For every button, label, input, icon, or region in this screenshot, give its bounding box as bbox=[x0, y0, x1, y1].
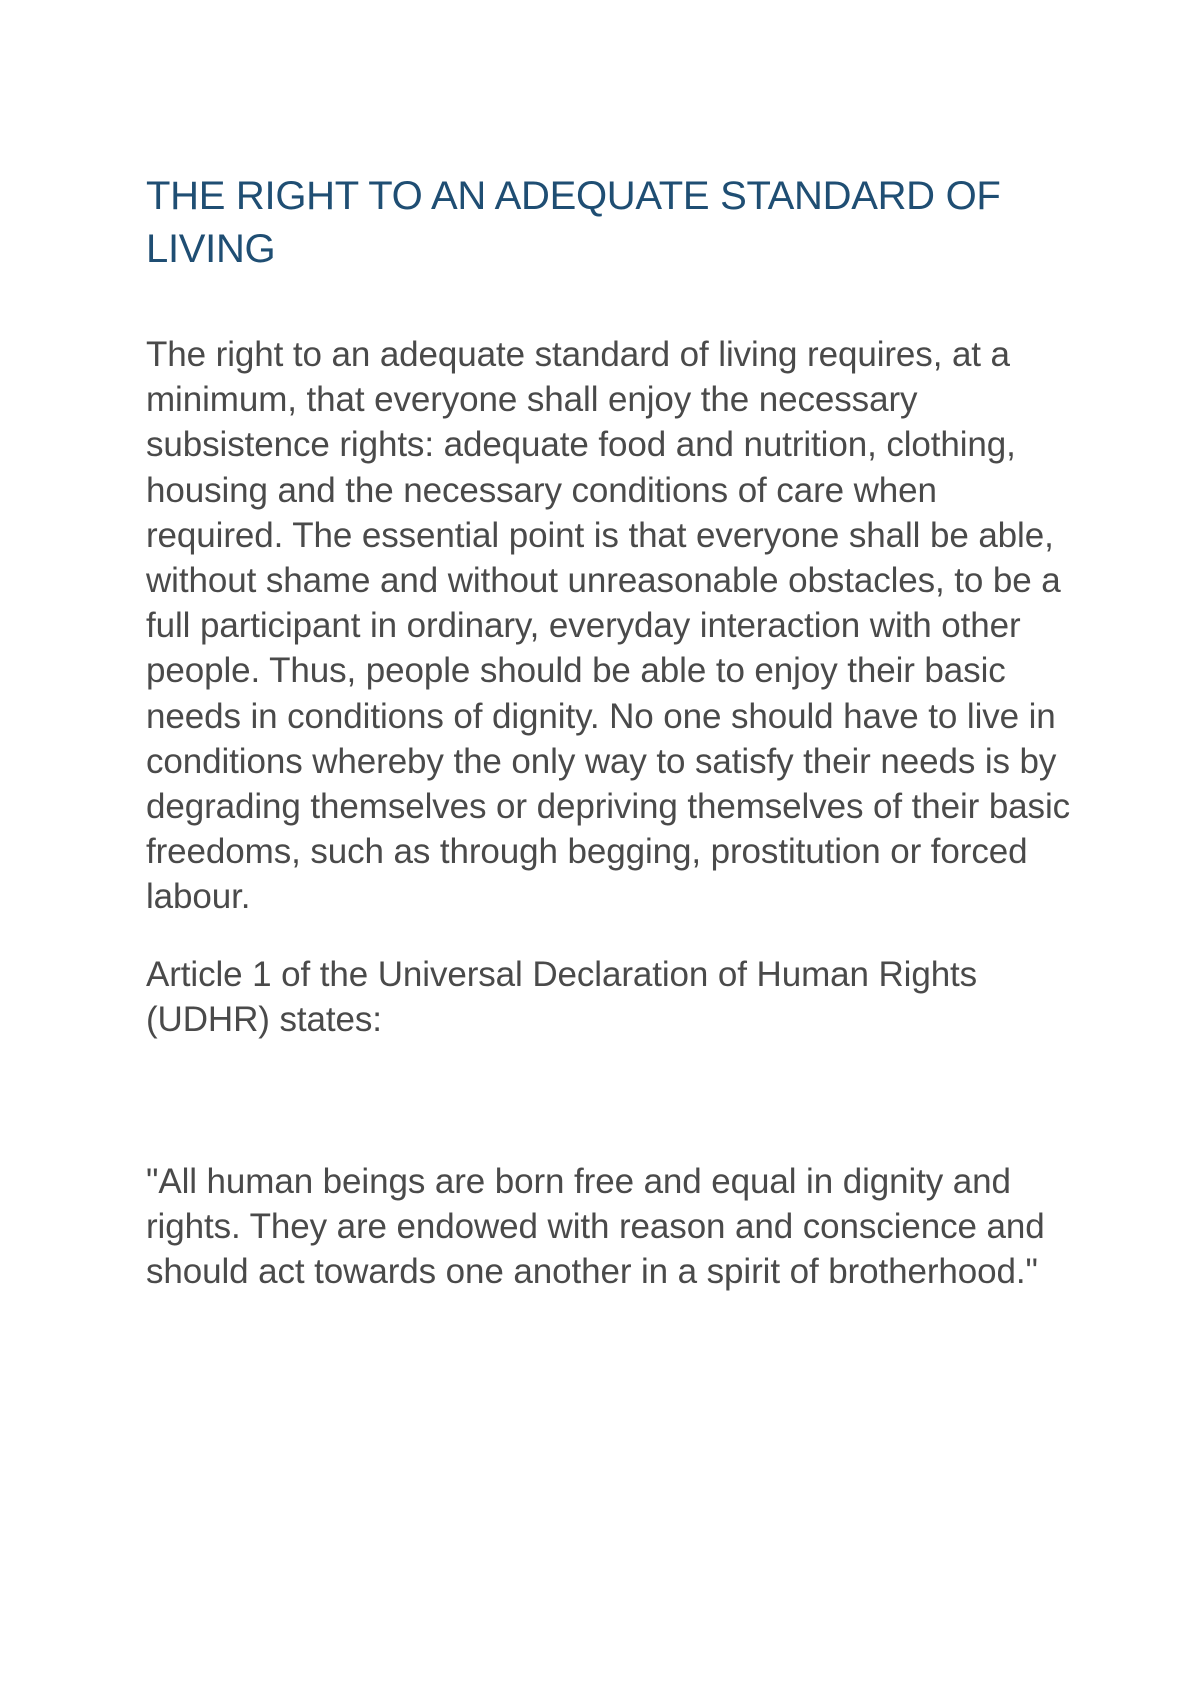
document-title: THE RIGHT TO AN ADEQUATE STANDARD OF LIVING bbox=[146, 174, 1001, 271]
intro-paragraph: The right to an adequate standard of living requires, at a minimum, that everyone shall enjoy the necessary subsistence rights: adequate food and nutrition, clothing, housing and the necessary conditions of care when required. The essential point is that everyone shall be able, without shame and without unreasonable obstacles, to be a full participant in ordinary, everyday interaction with other people. Thus, people should be able to enjoy their basic needs in conditions of dignity. No one should have to live in conditions whereby the only way to satisfy their needs is by degrading themselves or depriving themselves of their basic freedoms, such as through begging, prostitution or forced labour. bbox=[146, 335, 1071, 917]
document-content bbox=[146, 170, 1076, 1295]
article-reference-paragraph: Article 1 of the Universal Declaration of Human Rights (UDHR) states: bbox=[146, 954, 978, 1039]
udhr-quote-paragraph: "All human beings are born free and equal in dignity and rights. They are endowed with reason and conscience and should act towards one another in a spirit of brotherhood." bbox=[146, 1162, 1045, 1292]
